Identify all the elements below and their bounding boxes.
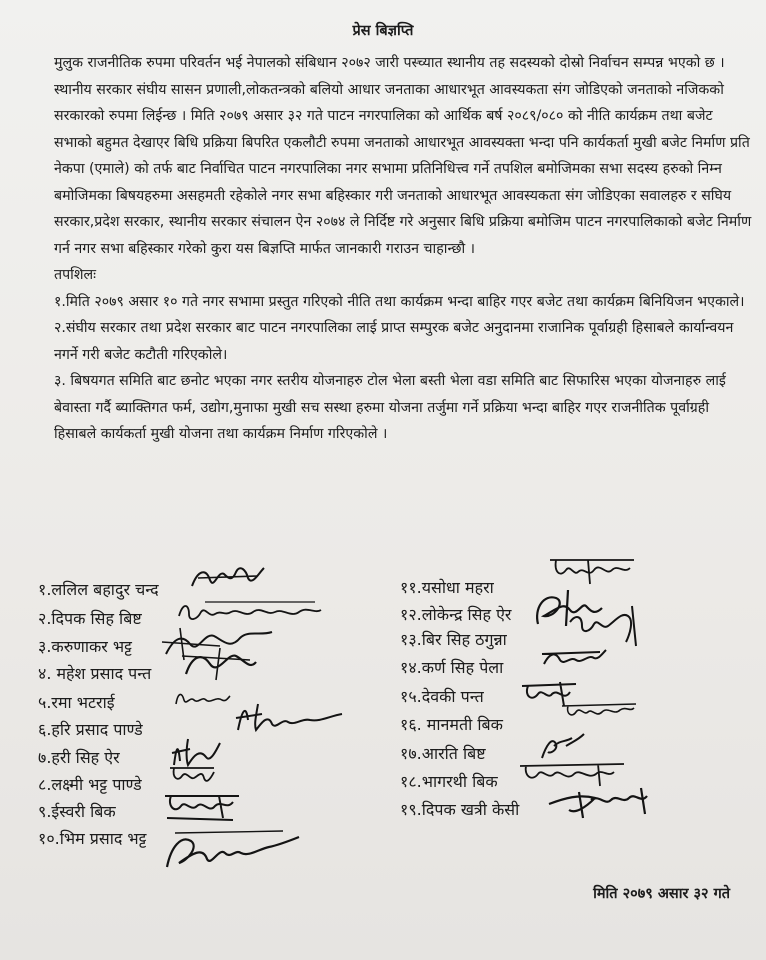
intro-paragraph: मुलुक राजनीतिक रुपमा परिवर्तन भई नेपालको संबिधान २०७२ जारी पस्च्यात स्थानीय तह सदस्यको दोस्रो निर्वाचन सम्पन्न भएको छ । स्थानीय सरकार संघीय सासन प्रणाली,लोकतन्त्रको बलियो आधार जनताका आधारभूत आवस्यकता संग जोडिएको जनताको नजिकको सरकारको रुपमा लिईन्छ । मिति २०७९ असार ३२ गते पाटन नगरपालिका को आर्थिक बर्ष २०८९/०८० को नीति कार्यक्रम तथा बजेट सभाको बहुमत देखाएर बिधि प्रक्रिया बिपरित एकलौटी रुपमा जनताको आधारभूत आवस्यक्ता भन्दा पनि कार्यकर्ता मुखी बजेट निर्माण प्रति नेकपा (एमाले) को तर्फ बाट निर्वाचित पाटन नगरपालिका नगर सभामा प्रतिनिधित्त्व गर्ने तपशिल बमोजिमका सभा सदस्य हरुको निम्न बमोजिमका बिषयहरुमा असहमती रहेकोले नगर सभा बहिस्कार गरी जनताको आधारभूत आवस्यकता संग जोडिएका सवालहरु र सघिय सरकार,प्रदेश सरकार, स्थानीय सरकार संचालन ऐन २०७४ ले निर्दिष्ट गरे अनुसार बिधि प्रक्रिया बमोजिम पाटन नगरपालिकाको बजेट निर्माण गर्न नगर सभा बहिस्कार गरेको कुरा यस बिज्ञप्ति मार्फत जानकारी गराउन चाहान्छौ । bbox=[54, 55, 752, 257]
signatory-name: १२.लोकेन्द्र सिह ऐर bbox=[400, 605, 512, 624]
signatory-name: ३.करुणाकर भट्ट bbox=[38, 637, 132, 656]
handwritten-signature bbox=[168, 762, 218, 788]
handwritten-signature bbox=[548, 554, 638, 588]
handwritten-signature bbox=[560, 700, 640, 728]
signatory-name: ७.हरी सिह ऐर bbox=[38, 748, 120, 767]
signatory-name: १.ललिल बहादुर चन्द bbox=[38, 580, 159, 599]
signatory-name: १३.बिर सिह ठगुन्ना bbox=[400, 630, 507, 649]
handwritten-signature bbox=[188, 560, 268, 596]
handwritten-signature bbox=[540, 644, 610, 672]
handwritten-signature bbox=[232, 700, 347, 736]
signatory-name: ९.ईस्वरी बिक bbox=[38, 802, 116, 821]
handwritten-signature bbox=[163, 827, 303, 872]
handwritten-signature bbox=[545, 784, 655, 824]
handwritten-signature bbox=[163, 788, 243, 822]
signatory-name: १९.दिपक खत्री केसी bbox=[400, 800, 520, 819]
detail-point-2: २.संघीय सरकार तथा प्रदेश सरकार बाट पाटन नगरपालिका लाई प्राप्त सम्पुरक बजेट अनुदानमा राजानिक पूर्वाग्रही हिसाबले कार्यान्वयन नगर्ने गरी बजेट कटौती गरिएकोले। bbox=[54, 320, 734, 363]
signatory-name: ४. महेश प्रसाद पन्त bbox=[38, 664, 152, 683]
handwritten-signature bbox=[180, 646, 260, 682]
signatory-name: १८.भागरथी बिक bbox=[400, 772, 498, 791]
handwritten-signature bbox=[172, 686, 232, 710]
handwritten-signature bbox=[536, 728, 586, 762]
signatory-name: १६. मानमती बिक bbox=[400, 715, 503, 734]
signatory-name: १०.भिम प्रसाद भट्ट bbox=[38, 829, 147, 848]
signatory-name: १७.आरति बिष्ट bbox=[400, 744, 486, 763]
signatory-name: १५.देवकी पन्त bbox=[400, 687, 484, 706]
signatory-name: २.दिपक सिह बिष्ट bbox=[38, 609, 142, 628]
details-label: तपशिलः bbox=[54, 267, 96, 283]
document-title: प्रेस बिज्ञप्ति bbox=[352, 23, 414, 39]
document-date: मिति २०७९ असार ३२ गते bbox=[593, 886, 730, 902]
signatory-name: १४.कर्ण सिह पेला bbox=[400, 658, 504, 677]
handwritten-signature bbox=[175, 596, 325, 626]
signatory-name: ५.रमा भटराई bbox=[38, 693, 115, 712]
detail-point-3: ३. बिषयगत समिति बाट छनोट भएका नगर स्तरीय योजनाहरु टोल भेला बस्ती भेला वडा समिति बाट सिफारिस भएका योजनाहरु लाई बेवास्ता गर्दै ब्याक्तिगत फर्म, उद्योग,मुनाफा मुखी सच सस्था हरुमा योजना तर्जुमा गर्ने प्रक्रिया भन्दा बाहिर गएर राजनीतिक पूर्वाग्रही हिसाबले कार्यकर्ता मुखी योजना तथा कार्यक्रम निर्माण गरिएकोले । bbox=[54, 373, 726, 442]
detail-point-1: १.मिति २०७९ असार १० गते नगर सभामा प्रस्तुत गरिएको नीति तथा कार्यक्रम भन्दा बाहिर गएर बजेट तथा कार्यक्रम बिनियिजन भएकाले। bbox=[54, 293, 745, 310]
document-body bbox=[54, 50, 754, 448]
signatory-name: ८.लक्ष्मी भट्ट पाण्डे bbox=[38, 775, 142, 794]
signatory-name: ६.हरि प्रसाद पाण्डे bbox=[38, 720, 143, 739]
signatory-name: ११.यसोधा महरा bbox=[400, 578, 494, 597]
